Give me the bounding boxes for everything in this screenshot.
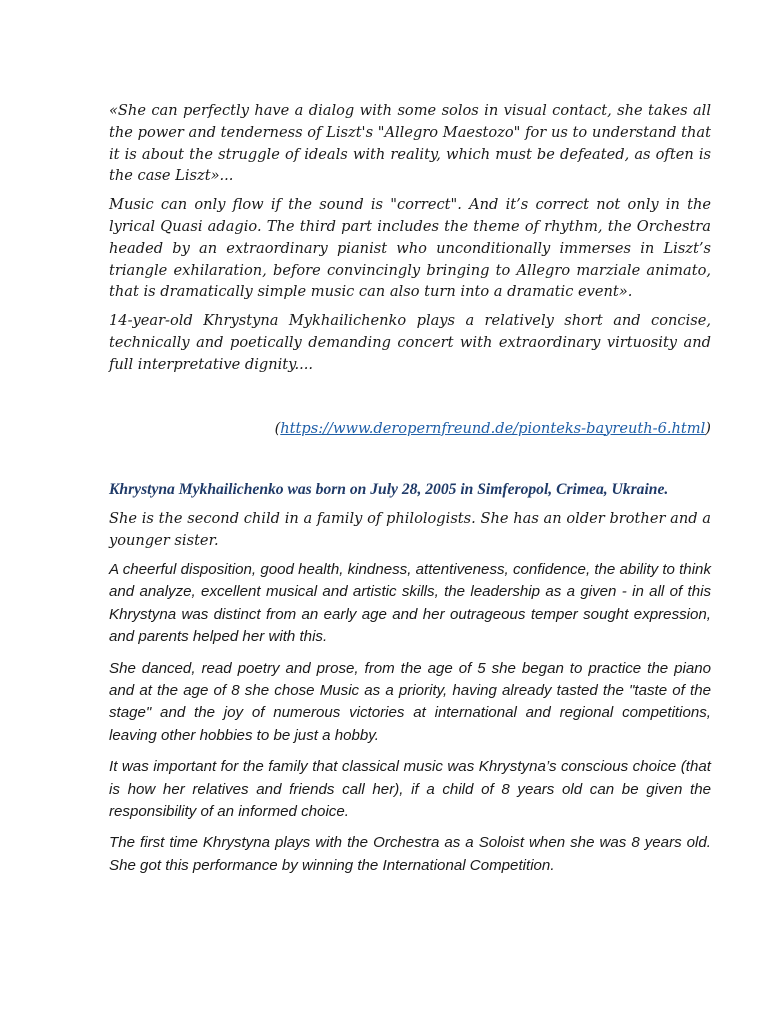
source-link[interactable]: https://www.deropernfreund.de/pionteks-bayreuth-6.html (280, 419, 706, 437)
bio-paragraph-2: She danced, read poetry and prose, from the age of 5 she began to practice the piano and at the age of 8 she chose Music as a priority, having already tasted the "taste of the stage" and the joy of numerous victories at international and regional competitions, leaving other hobbies to be just a hobby. (109, 659, 711, 744)
source-open-paren: ( (274, 419, 281, 437)
bio-heading: Khrystyna Mykhailichenko was born on July 28, 2005 in Simferopol, Crimea, Ukraine. (109, 481, 669, 499)
quote-paragraph-2: Music can only flow if the sound is "correct". And it’s correct not only in the lyrical Quasi adagio. The third part includes the theme of rhythm, the Orchestra headed by an extraordinary pianist who unconditionally immerses in Liszt’s triangle exhilaration, before convincingly bringing to Allegro marziale animato, that is dramatically simple music can also turn into a dramatic event». (109, 196, 711, 301)
quote-paragraph-3: 14-year-old Khrystyna Mykhailichenko plays a relatively short and concise, technically and poetically demanding concert with extraordinary virtuosity and full interpretative dignity.... (109, 312, 711, 373)
bio-intro-paragraph: She is the second child in a family of philologists. She has an older brother and a younger sister. (109, 510, 711, 550)
document-page (109, 100, 711, 877)
source-close-paren: ) (705, 419, 711, 437)
quote-paragraph-1: «She can perfectly have a dialog with some solos in visual contact, she takes all the power and tenderness of Liszt's "Allegro Maestozo" for us to understand that it is about the struggle of ideals with reality, which must be defeated, as often is the case Liszt»... (109, 102, 711, 185)
bio-paragraph-4: The first time Khrystyna plays with the Orchestra as a Soloist when she was 8 years old. She got this performance by winning the International Competition. (109, 834, 711, 874)
bio-paragraph-3: It was important for the family that classical music was Khrystyna’s conscious choice (that is how her relatives and friends call her), if a child of 8 years old can be given the responsibility of an informed choice. (109, 758, 711, 821)
bio-paragraph-1: A cheerful disposition, good health, kindness, attentiveness, confidence, the ability to think and analyze, excellent musical and artistic skills, the leadership as a given - in all of this Khrystyna was distinct from an early age and her outrageous temper sought expression, and parents helped her with this. (109, 560, 711, 646)
source-citation (109, 418, 711, 440)
